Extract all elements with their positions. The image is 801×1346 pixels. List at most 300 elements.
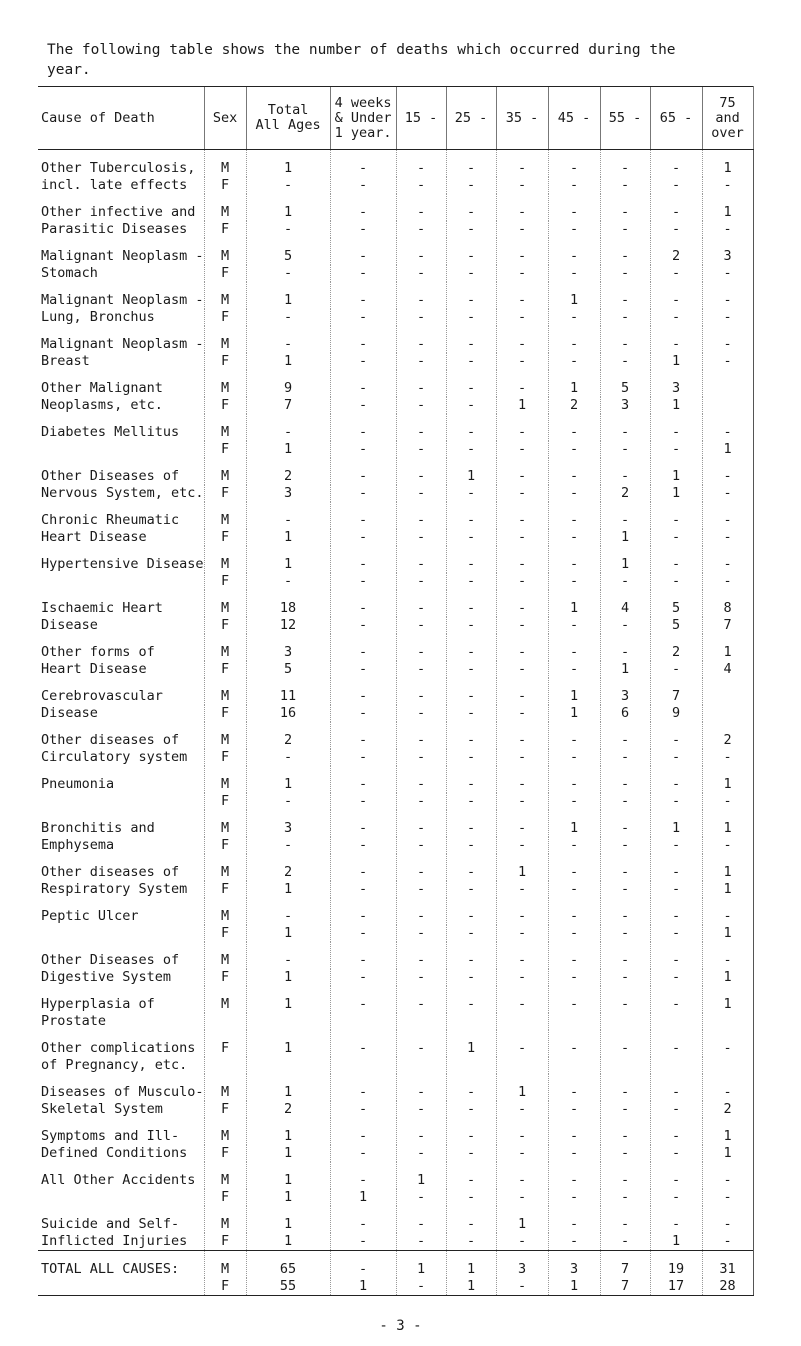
count-cell: 1 <box>246 546 330 573</box>
count-cell: - <box>496 810 548 837</box>
count-cell: - <box>496 942 548 969</box>
count-cell: - <box>600 1101 650 1118</box>
count-cell: - <box>650 986 702 1013</box>
count-cell: 1 <box>548 370 600 397</box>
count-cell: 2 <box>246 854 330 881</box>
count-cell: - <box>446 810 496 837</box>
count-cell: - <box>650 1101 702 1118</box>
table-row <box>38 1057 753 1074</box>
cause-name <box>38 573 204 590</box>
table-header-row <box>38 87 753 150</box>
count-cell: - <box>548 1206 600 1233</box>
count-cell: - <box>446 1118 496 1145</box>
count-cell <box>548 1013 600 1030</box>
count-cell: 16 <box>246 705 330 722</box>
count-cell: - <box>330 397 396 414</box>
count-cell: 4 <box>702 661 753 678</box>
count-cell: - <box>446 353 496 370</box>
count-cell: - <box>702 485 753 502</box>
count-cell: - <box>702 1189 753 1206</box>
sex-cell: F <box>204 1101 246 1118</box>
count-cell: - <box>548 194 600 221</box>
count-cell <box>446 1013 496 1030</box>
count-cell: - <box>496 1030 548 1057</box>
count-cell: - <box>650 793 702 810</box>
count-cell: - <box>330 1251 396 1279</box>
count-cell: - <box>446 221 496 238</box>
sex-cell: F <box>204 1030 246 1057</box>
count-cell: - <box>496 150 548 178</box>
count-cell: - <box>396 150 446 178</box>
count-cell: - <box>330 661 396 678</box>
count-cell: - <box>496 898 548 925</box>
column-header <box>496 87 548 150</box>
count-cell: - <box>650 150 702 178</box>
table-row <box>38 370 753 397</box>
count-cell: - <box>650 221 702 238</box>
count-cell: 1 <box>246 969 330 986</box>
count-cell: 1 <box>246 766 330 793</box>
count-cell: 2 <box>600 485 650 502</box>
count-cell: - <box>702 1074 753 1101</box>
count-cell: - <box>650 942 702 969</box>
column-header <box>548 87 600 150</box>
count-cell: - <box>330 221 396 238</box>
count-cell: 31 <box>702 1251 753 1279</box>
count-cell: 6 <box>600 705 650 722</box>
sex-cell: M <box>204 766 246 793</box>
sex-cell: F <box>204 485 246 502</box>
count-cell: - <box>446 986 496 1013</box>
count-cell <box>600 1013 650 1030</box>
count-cell: 1 <box>246 986 330 1013</box>
table-row <box>38 634 753 661</box>
count-cell: - <box>496 458 548 485</box>
table-row <box>38 282 753 309</box>
count-cell: 1 <box>702 969 753 986</box>
count-cell: - <box>702 326 753 353</box>
sex-cell: M <box>204 150 246 178</box>
count-cell: - <box>396 265 446 282</box>
count-cell: - <box>702 502 753 529</box>
count-cell: - <box>496 766 548 793</box>
count-cell: - <box>246 177 330 194</box>
count-cell: - <box>548 617 600 634</box>
count-cell: - <box>548 485 600 502</box>
count-cell: 19 <box>650 1251 702 1279</box>
count-cell <box>246 1057 330 1074</box>
count-cell: - <box>548 1145 600 1162</box>
count-cell: 8 <box>702 590 753 617</box>
count-cell <box>702 370 753 397</box>
count-cell: 1 <box>548 1278 600 1296</box>
table-row <box>38 1145 753 1162</box>
count-cell: - <box>446 370 496 397</box>
count-cell: - <box>496 837 548 854</box>
cause-name: All Other Accidents <box>41 1172 196 1188</box>
count-cell: - <box>330 309 396 326</box>
cause-name: Other diseases of <box>41 732 180 748</box>
count-cell: 1 <box>702 854 753 881</box>
count-cell: 1 <box>650 397 702 414</box>
count-cell: - <box>330 502 396 529</box>
count-cell: - <box>396 1233 446 1251</box>
count-cell: - <box>496 177 548 194</box>
sex-cell: F <box>204 573 246 590</box>
count-cell: - <box>446 573 496 590</box>
column-header <box>600 87 650 150</box>
count-cell: - <box>446 546 496 573</box>
count-cell: - <box>396 414 446 441</box>
count-cell <box>330 1057 396 1074</box>
count-cell: - <box>548 573 600 590</box>
count-cell: - <box>396 881 446 898</box>
count-cell: - <box>446 854 496 881</box>
count-cell: - <box>330 177 396 194</box>
count-cell: 55 <box>246 1278 330 1296</box>
count-cell: - <box>396 546 446 573</box>
table-row <box>38 1013 753 1030</box>
count-cell: - <box>446 793 496 810</box>
sex-cell: M <box>204 810 246 837</box>
count-cell: - <box>600 837 650 854</box>
count-cell: - <box>600 986 650 1013</box>
count-cell: - <box>446 414 496 441</box>
count-cell: - <box>396 194 446 221</box>
count-cell: 5 <box>600 370 650 397</box>
count-cell: - <box>650 749 702 766</box>
cause-name: Other Tuberculosis, <box>41 160 196 176</box>
count-cell: - <box>702 942 753 969</box>
count-cell: - <box>396 810 446 837</box>
count-cell: 3 <box>246 810 330 837</box>
table-body <box>38 150 753 1296</box>
count-cell: - <box>446 705 496 722</box>
count-cell: - <box>496 722 548 749</box>
count-cell: - <box>246 898 330 925</box>
count-cell: - <box>600 634 650 661</box>
count-cell: - <box>548 881 600 898</box>
count-cell: - <box>396 969 446 986</box>
count-cell: - <box>548 177 600 194</box>
column-header <box>330 87 396 150</box>
count-cell: - <box>330 1118 396 1145</box>
cause-name: Bronchitis and <box>41 820 155 836</box>
count-cell <box>600 1057 650 1074</box>
table-row <box>38 1189 753 1206</box>
count-cell: - <box>600 1074 650 1101</box>
count-cell: - <box>548 1101 600 1118</box>
count-cell: - <box>548 353 600 370</box>
count-cell <box>650 1057 702 1074</box>
count-cell: - <box>650 898 702 925</box>
count-cell: 1 <box>650 810 702 837</box>
count-cell: 1 <box>330 1189 396 1206</box>
cause-name: Other Diseases of <box>41 952 180 968</box>
count-cell: 1 <box>396 1162 446 1189</box>
count-cell: - <box>330 942 396 969</box>
sex-cell: F <box>204 705 246 722</box>
table-row <box>38 722 753 749</box>
table-row <box>38 837 753 854</box>
count-cell: - <box>446 766 496 793</box>
column-header-line: 35 - <box>505 109 539 126</box>
count-cell: - <box>330 925 396 942</box>
count-cell: 1 <box>600 529 650 546</box>
cause-name: Other complications <box>41 1040 196 1056</box>
table-row <box>38 1030 753 1057</box>
column-header-line: 45 - <box>557 109 591 126</box>
count-cell: - <box>330 881 396 898</box>
count-cell: - <box>446 485 496 502</box>
count-cell: 2 <box>650 634 702 661</box>
table-row <box>38 898 753 925</box>
count-cell: - <box>330 854 396 881</box>
count-cell: - <box>330 353 396 370</box>
count-cell: - <box>446 942 496 969</box>
count-cell: - <box>446 881 496 898</box>
count-cell: - <box>702 1162 753 1189</box>
count-cell: - <box>330 546 396 573</box>
table-row <box>38 502 753 529</box>
count-cell: - <box>396 397 446 414</box>
sex-cell: F <box>204 221 246 238</box>
count-cell: - <box>396 529 446 546</box>
cause-name: Respiratory System <box>41 881 188 897</box>
cause-name: Breast <box>41 353 90 369</box>
cause-name: Disease <box>41 617 98 633</box>
count-cell: - <box>496 573 548 590</box>
table-row <box>38 590 753 617</box>
count-cell: - <box>330 1074 396 1101</box>
count-cell: - <box>330 1030 396 1057</box>
count-cell: - <box>446 634 496 661</box>
sex-cell: M <box>204 678 246 705</box>
cause-name: Malignant Neoplasm - <box>41 248 204 264</box>
cause-name: of Pregnancy, etc. <box>41 1057 188 1073</box>
count-cell: - <box>446 282 496 309</box>
cause-name: Pneumonia <box>41 776 115 792</box>
count-cell: - <box>330 414 396 441</box>
sex-cell: M <box>204 1251 246 1279</box>
table-row <box>38 1206 753 1233</box>
table-row <box>38 617 753 634</box>
sex-cell: F <box>204 1233 246 1251</box>
count-cell: - <box>702 573 753 590</box>
count-cell: - <box>496 1278 548 1296</box>
count-cell: - <box>496 546 548 573</box>
count-cell: 5 <box>246 238 330 265</box>
table-row <box>38 925 753 942</box>
count-cell: - <box>548 969 600 986</box>
cause-name: Other forms of <box>41 644 155 660</box>
cause-name <box>38 793 204 810</box>
count-cell: 3 <box>600 397 650 414</box>
count-cell: - <box>396 617 446 634</box>
count-cell: - <box>246 749 330 766</box>
count-cell: - <box>396 1145 446 1162</box>
sex-cell: M <box>204 634 246 661</box>
count-cell: - <box>600 1189 650 1206</box>
cause-name: incl. late effects <box>41 177 188 193</box>
count-cell: 1 <box>246 150 330 178</box>
count-cell: - <box>330 1206 396 1233</box>
table-row <box>38 881 753 898</box>
count-cell: - <box>330 326 396 353</box>
table-row <box>38 485 753 502</box>
count-cell: - <box>330 766 396 793</box>
count-cell: - <box>496 485 548 502</box>
count-cell: - <box>600 1030 650 1057</box>
count-cell: 2 <box>246 1101 330 1118</box>
count-cell: - <box>600 1206 650 1233</box>
count-cell: - <box>548 766 600 793</box>
count-cell: - <box>396 441 446 458</box>
count-cell: 1 <box>650 1233 702 1251</box>
count-cell: - <box>548 749 600 766</box>
count-cell: 1 <box>246 194 330 221</box>
count-cell: - <box>548 150 600 178</box>
cause-name: Prostate <box>41 1013 107 1029</box>
count-cell: - <box>600 502 650 529</box>
count-cell: - <box>330 810 396 837</box>
count-cell: - <box>496 1233 548 1251</box>
cause-name: Hyperplasia of <box>41 996 155 1012</box>
count-cell: - <box>496 1189 548 1206</box>
count-cell: 2 <box>650 238 702 265</box>
sex-cell: M <box>204 458 246 485</box>
count-cell: - <box>650 766 702 793</box>
cause-name: Hypertensive Disease <box>41 556 204 572</box>
count-cell: - <box>702 282 753 309</box>
sex-cell: F <box>204 1189 246 1206</box>
count-cell: - <box>548 1162 600 1189</box>
count-cell: - <box>496 634 548 661</box>
column-header <box>702 87 753 150</box>
column-header-line: Cause of Death <box>41 109 155 126</box>
count-cell: - <box>548 309 600 326</box>
count-cell: - <box>396 898 446 925</box>
count-cell: - <box>396 678 446 705</box>
count-cell: - <box>330 1162 396 1189</box>
table-row <box>38 969 753 986</box>
count-cell: - <box>446 150 496 178</box>
count-cell: - <box>446 1233 496 1251</box>
count-cell: - <box>330 722 396 749</box>
count-cell: - <box>600 1162 650 1189</box>
table-row <box>38 326 753 353</box>
count-cell: - <box>330 793 396 810</box>
count-cell: - <box>496 1145 548 1162</box>
count-cell: - <box>650 265 702 282</box>
count-cell: - <box>702 1206 753 1233</box>
table-row <box>38 854 753 881</box>
count-cell: - <box>330 678 396 705</box>
count-cell: 1 <box>702 925 753 942</box>
count-cell: 2 <box>702 722 753 749</box>
count-cell: - <box>496 1162 548 1189</box>
count-cell <box>702 397 753 414</box>
count-cell: - <box>600 749 650 766</box>
sex-cell: M <box>204 546 246 573</box>
count-cell: - <box>650 925 702 942</box>
count-cell: - <box>548 1233 600 1251</box>
count-cell: - <box>650 1206 702 1233</box>
count-cell: 7 <box>650 678 702 705</box>
count-cell: - <box>650 1145 702 1162</box>
count-cell: - <box>600 573 650 590</box>
count-cell: - <box>330 529 396 546</box>
count-cell: - <box>702 414 753 441</box>
count-cell: 1 <box>702 1145 753 1162</box>
table-row <box>38 661 753 678</box>
sex-cell: M <box>204 722 246 749</box>
count-cell: - <box>446 749 496 766</box>
count-cell: - <box>650 441 702 458</box>
count-cell: 1 <box>246 1233 330 1251</box>
count-cell: - <box>446 1145 496 1162</box>
count-cell: - <box>548 925 600 942</box>
cause-name: Heart Disease <box>41 661 147 677</box>
count-cell: - <box>246 573 330 590</box>
count-cell: - <box>446 441 496 458</box>
count-cell: 4 <box>600 590 650 617</box>
count-cell: - <box>702 837 753 854</box>
count-cell: - <box>446 1074 496 1101</box>
count-cell: 1 <box>246 1145 330 1162</box>
column-header <box>246 87 330 150</box>
count-cell: - <box>496 282 548 309</box>
count-cell: 18 <box>246 590 330 617</box>
count-cell: 5 <box>246 661 330 678</box>
table-row <box>38 1101 753 1118</box>
column-header-line: 55 - <box>608 109 642 126</box>
count-cell: - <box>650 881 702 898</box>
count-cell: 1 <box>246 881 330 898</box>
column-header-line: 75 <box>719 94 736 111</box>
count-cell: - <box>246 221 330 238</box>
count-cell: - <box>396 1074 446 1101</box>
table-row <box>38 1074 753 1101</box>
count-cell <box>702 1013 753 1030</box>
cause-name <box>38 925 204 942</box>
intro-text <box>47 40 767 80</box>
count-cell: - <box>496 414 548 441</box>
count-cell: - <box>496 986 548 1013</box>
count-cell: - <box>396 854 446 881</box>
count-cell: - <box>246 793 330 810</box>
table-row <box>38 1233 753 1251</box>
count-cell: 2 <box>548 397 600 414</box>
cause-name: Defined Conditions <box>41 1145 188 1161</box>
count-cell: 1 <box>446 458 496 485</box>
count-cell: - <box>548 414 600 441</box>
count-cell <box>496 1057 548 1074</box>
table-row <box>38 1278 753 1296</box>
count-cell: - <box>650 573 702 590</box>
sex-cell: M <box>204 590 246 617</box>
count-cell: - <box>396 1030 446 1057</box>
cause-name: Heart Disease <box>41 529 147 545</box>
sex-cell: M <box>204 326 246 353</box>
count-cell: - <box>650 661 702 678</box>
table-row <box>38 309 753 326</box>
cause-name: Chronic Rheumatic <box>41 512 180 528</box>
count-cell: 1 <box>246 1206 330 1233</box>
count-cell: - <box>600 414 650 441</box>
count-cell: 2 <box>246 458 330 485</box>
count-cell: 1 <box>548 282 600 309</box>
